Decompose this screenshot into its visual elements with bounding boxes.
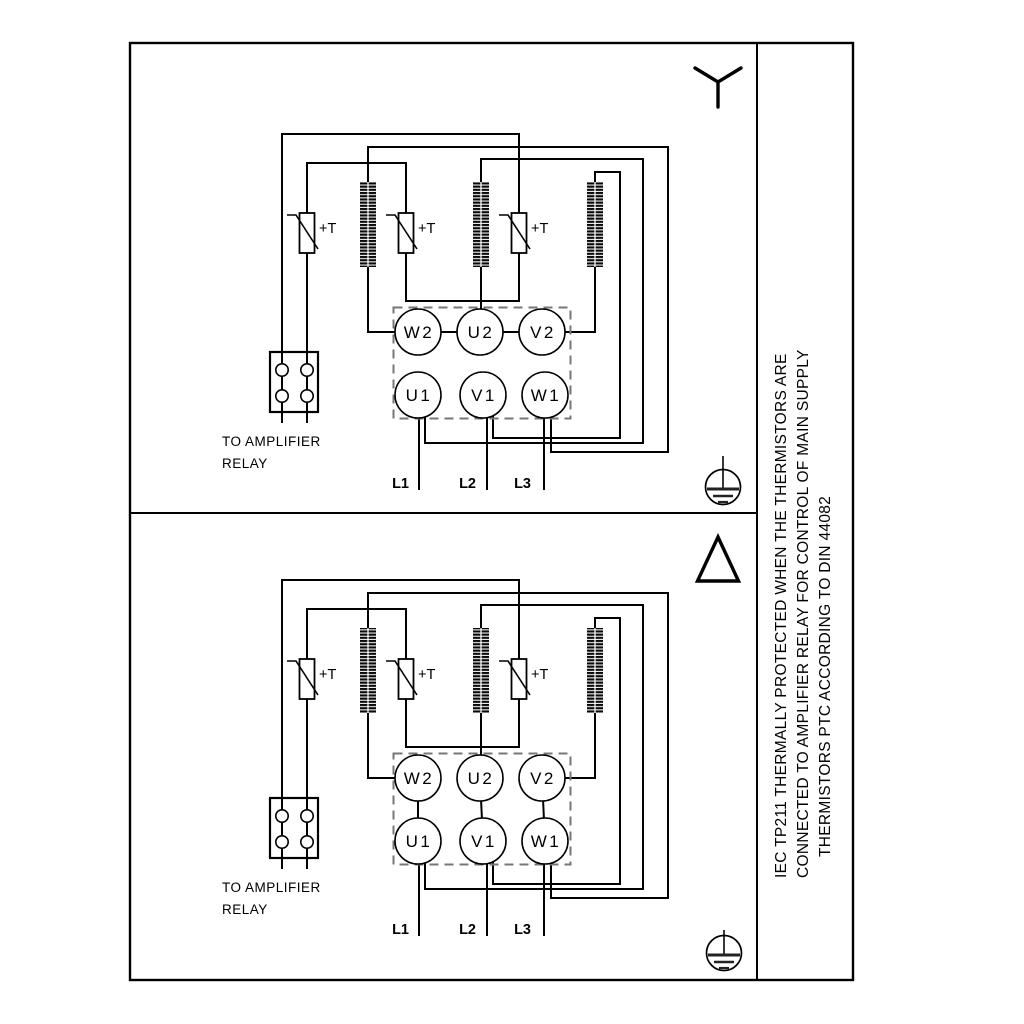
supply-l1-label: L1 xyxy=(392,476,409,492)
panel-star xyxy=(222,68,741,505)
thermistor-1 xyxy=(287,213,336,253)
thermistor-label: +T xyxy=(418,667,436,683)
star-symbol xyxy=(695,68,741,107)
thermistor-1 xyxy=(287,659,336,699)
supply-l1-label: L1 xyxy=(392,922,409,938)
thermistor-3 xyxy=(499,213,548,253)
thermistor-3 xyxy=(499,659,548,699)
side-note-line2: CONNECTED TO AMPLIFIER RELAY FOR CONTROL OF MAIN SUPPLY xyxy=(795,349,812,878)
delta-symbol xyxy=(698,537,739,581)
ground-symbol xyxy=(707,930,742,971)
terminal-w1-label: W1 xyxy=(530,832,562,851)
terminal-u2-label: U2 xyxy=(467,769,495,788)
thermistor-2 xyxy=(386,213,435,253)
relay-note-line2: RELAY xyxy=(222,902,268,917)
terminal-v2-label: V2 xyxy=(530,769,556,788)
thermistor-label: +T xyxy=(418,221,436,237)
thermistor-label: +T xyxy=(531,221,549,237)
thermistor-label: +T xyxy=(319,221,337,237)
terminal-w1-label: W1 xyxy=(530,386,562,405)
ground-symbol xyxy=(706,456,741,505)
relay-note-line2: RELAY xyxy=(222,456,268,471)
side-note xyxy=(773,349,834,878)
relay-note-line1: TO AMPLIFIER xyxy=(222,434,321,449)
terminal-w2-label: W2 xyxy=(403,769,435,788)
supply-l2-label: L2 xyxy=(459,922,476,938)
terminal-u2-label: U2 xyxy=(467,323,495,342)
supply-l2-label: L2 xyxy=(459,476,476,492)
motor-winding-coils xyxy=(360,182,603,267)
supply-l3-label: L3 xyxy=(514,476,531,492)
terminal-w2-label: W2 xyxy=(403,323,435,342)
side-note-line1: IEC TP211 THERMALLY PROTECTED WHEN THE THERMISTORS ARE xyxy=(773,353,790,878)
terminal-u1-label: U1 xyxy=(405,386,433,405)
terminal-v1-label: V1 xyxy=(471,386,497,405)
thermistor-label: +T xyxy=(531,667,549,683)
side-note-line3: THERMISTORS PTC ACCORDING TO DIN 44082 xyxy=(817,495,834,857)
terminal-v2-label: V2 xyxy=(530,323,556,342)
thermistor-2 xyxy=(386,659,435,699)
thermistor-label: +T xyxy=(319,667,337,683)
panel-delta xyxy=(222,537,742,971)
relay-connector xyxy=(270,798,318,858)
supply-l3-label: L3 xyxy=(514,922,531,938)
relay-note-line1: TO AMPLIFIER xyxy=(222,880,321,895)
terminal-v1-label: V1 xyxy=(471,832,497,851)
terminal-u1-label: U1 xyxy=(405,832,433,851)
motor-winding-coils xyxy=(360,628,603,713)
relay-connector xyxy=(270,352,318,412)
terminal-board xyxy=(394,308,571,419)
